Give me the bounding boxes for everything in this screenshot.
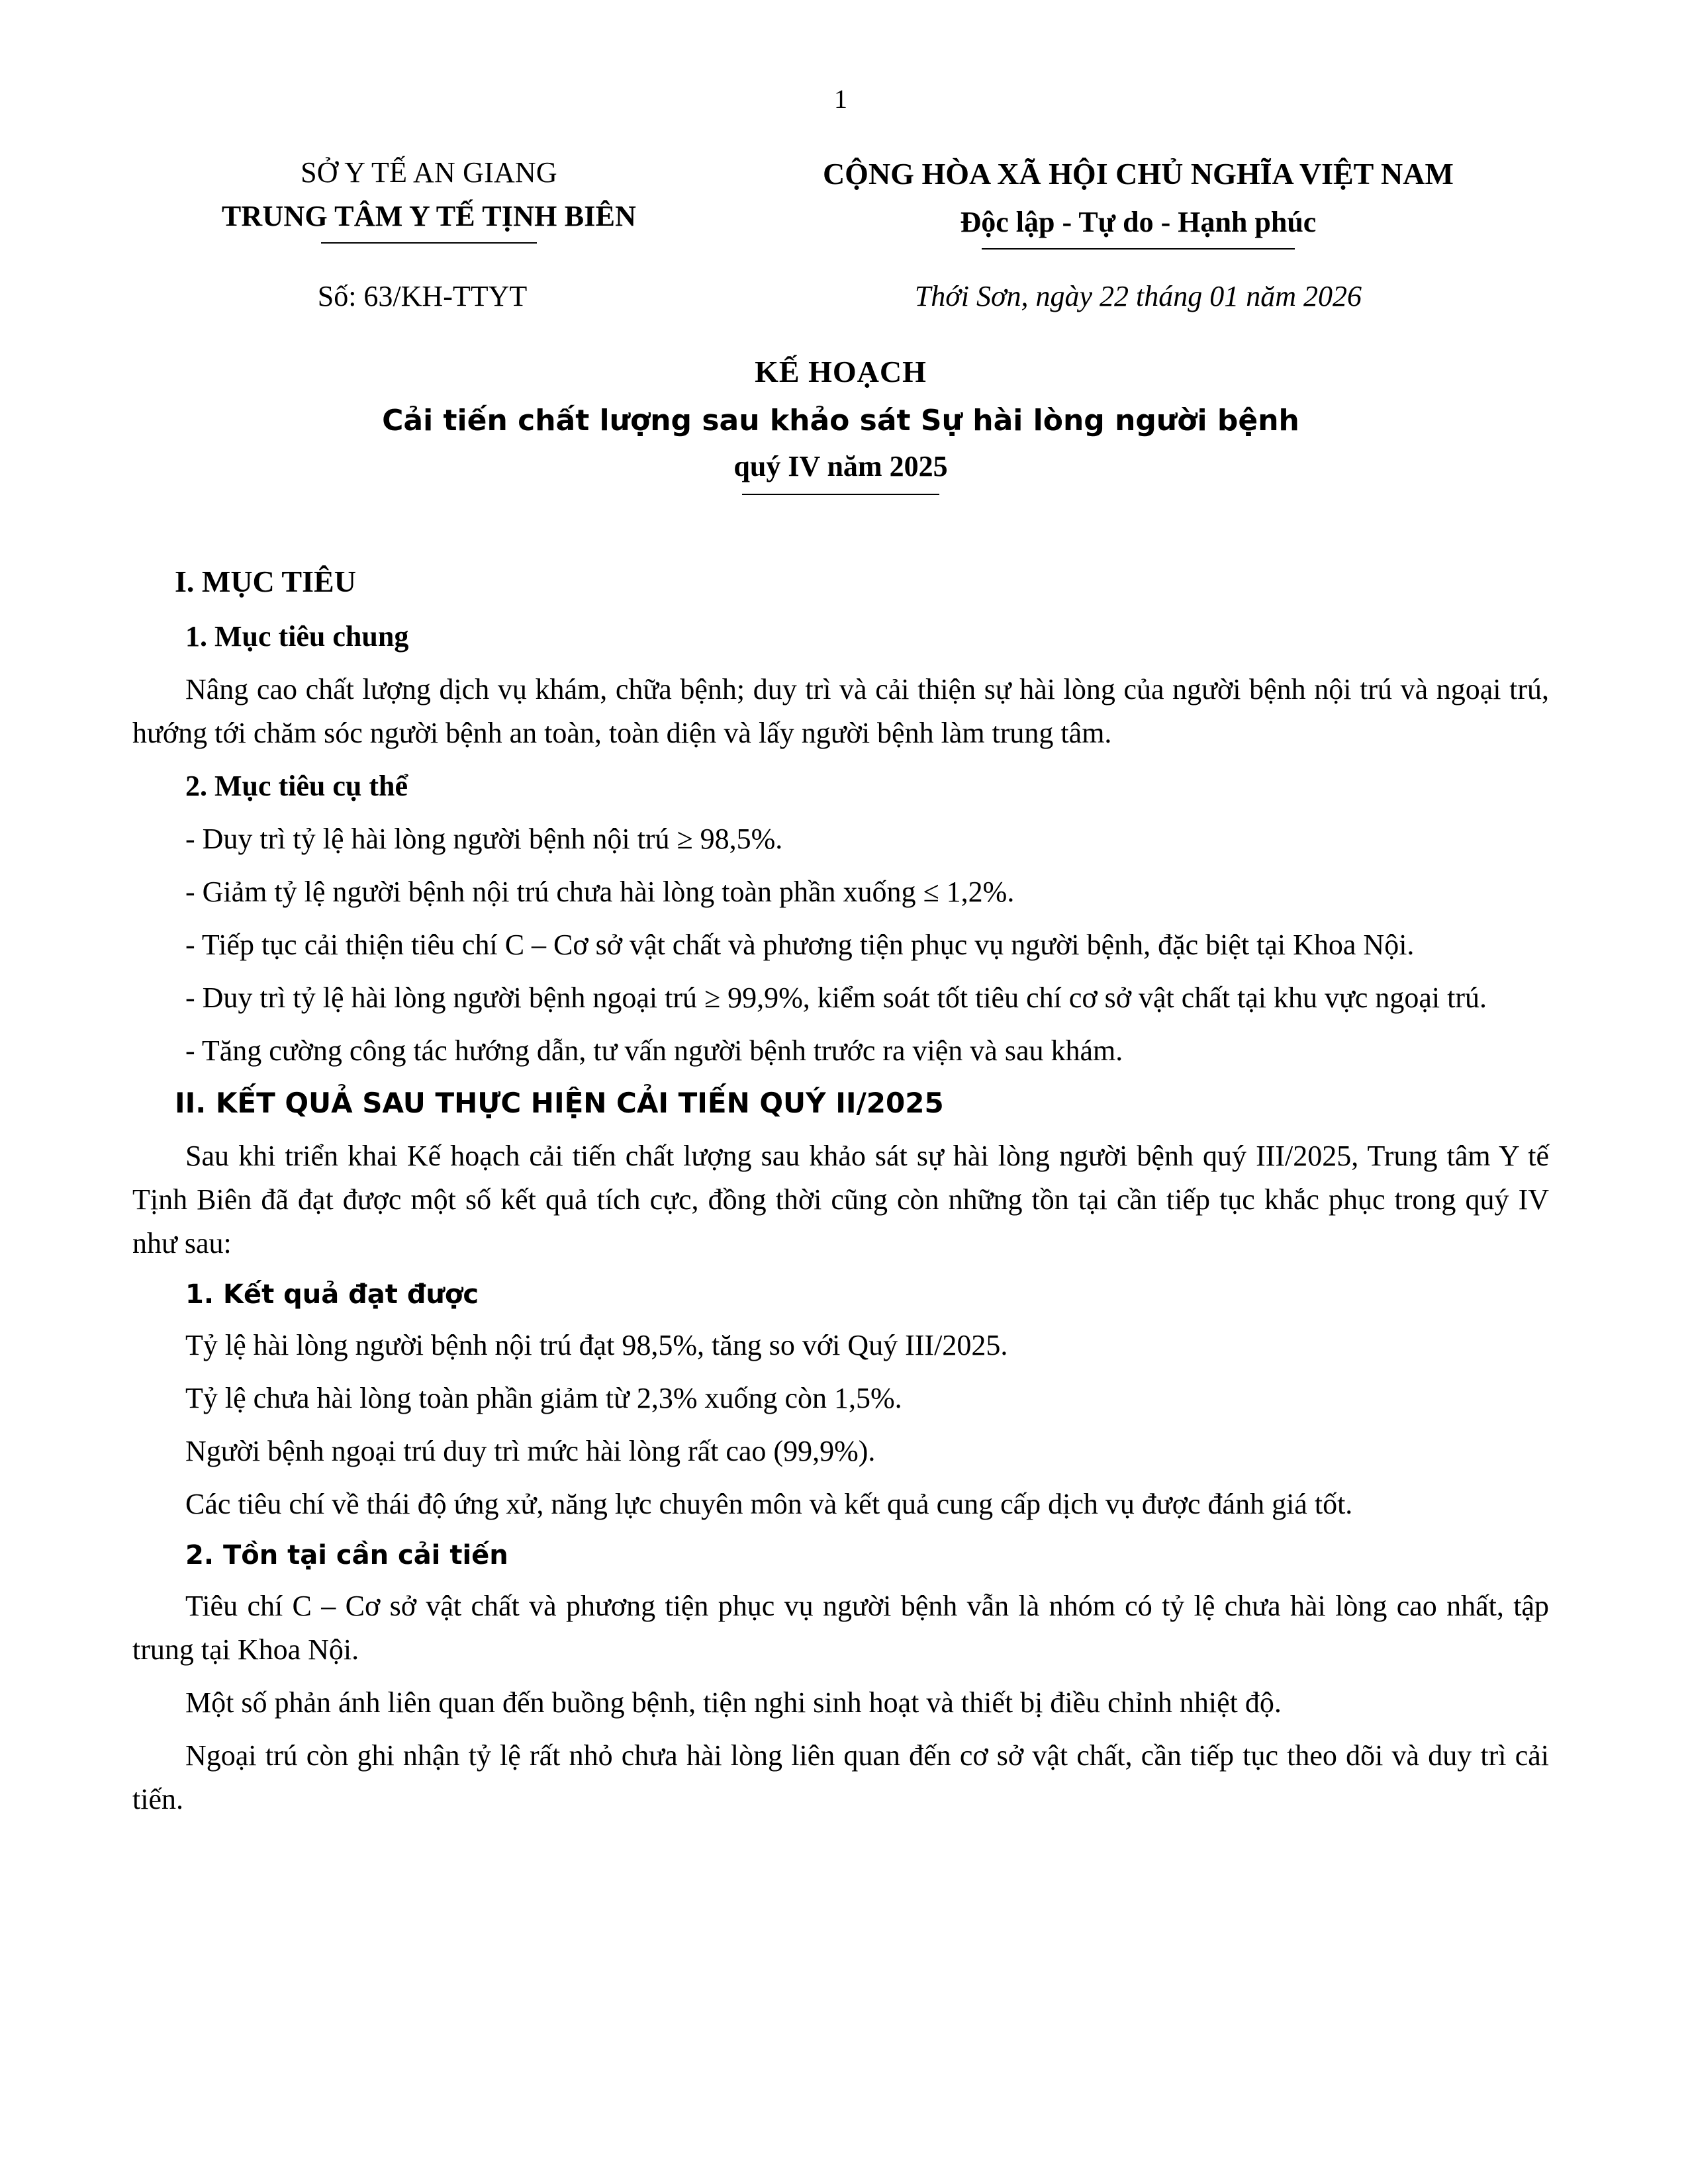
section-1-1-paragraph: Nâng cao chất lượng dịch vụ khám, chữa bệnh; duy trì và cải thiện sự hài lòng của người bệnh nội trú và ngoại trú, hướng tới chăm sóc người bệnh an toàn, toàn diện và lấy người bệnh làm trung tâm.	[132, 672, 1549, 749]
national-motto: Độc lập - Tự do - Hạnh phúc	[960, 201, 1316, 248]
document-header	[132, 151, 1549, 248]
section-1-heading: I. MỤC TIÊU	[175, 564, 356, 598]
objective-item: - Duy trì tỷ lệ hài lòng người bệnh ngoại trú ≥ 99,9%, kiểm soát tốt tiêu chí cơ sở vật chất tại khu vực ngoại trú.	[185, 981, 1487, 1014]
result-item: Tỷ lệ hài lòng người bệnh nội trú đạt 98,5%, tăng so với Quý III/2025.	[185, 1328, 1008, 1361]
department-name: SỞ Y TẾ AN GIANG	[301, 156, 557, 189]
document-number: Số: 63/KH-TTYT	[317, 280, 528, 312]
document-subtitle: Cải tiến chất lượng sau khảo sát Sự hài lòng người bệnh	[382, 404, 1299, 437]
result-item: Tỷ lệ chưa hài lòng toàn phần giảm từ 2,3% xuống còn 1,5%.	[185, 1381, 902, 1414]
issue-item: Ngoại trú còn ghi nhận tỷ lệ rất nhỏ chưa hài lòng liên quan đến cơ sở vật chất, cần tiếp tục theo dõi và duy trì cải tiến.	[132, 1739, 1549, 1815]
result-item: Người bệnh ngoại trú duy trì mức hài lòng rất cao (99,9%).	[185, 1434, 876, 1467]
page-number: 1	[834, 84, 847, 114]
section-2-intro: Sau khi triển khai Kế hoạch cải tiến chất lượng sau khảo sát sự hài lòng người bệnh quý III/2025, Trung tâm Y tế Tịnh Biên đã đạt được một số kết quả tích cực, đồng thời cũng còn những tồn tại cần tiếp tục khắc phục trong quý IV như sau:	[132, 1139, 1549, 1259]
objective-item: - Giảm tỷ lệ người bệnh nội trú chưa hài lòng toàn phần xuống ≤ 1,2%.	[185, 875, 1015, 908]
document-body	[132, 559, 1549, 1821]
document-subheader	[132, 275, 1549, 318]
header-right-block	[727, 151, 1549, 248]
issue-item: Một số phản ánh liên quan đến buồng bệnh, tiện nghi sinh hoạt và thiết bị điều chỉnh nhiệt độ.	[185, 1686, 1282, 1719]
objective-item: - Tiếp tục cải thiện tiêu chí C – Cơ sở vật chất và phương tiện phục vụ người bệnh, đặc biệt tại Khoa Nội.	[185, 928, 1415, 961]
result-item: Các tiêu chí về thái độ ứng xử, năng lực chuyên môn và kết quả cung cấp dịch vụ được đánh giá tốt.	[185, 1487, 1353, 1520]
section-1-1-heading: 1. Mục tiêu chung	[185, 619, 409, 653]
center-name: TRUNG TÂM Y TẾ TỊNH BIÊN	[222, 195, 636, 241]
objective-item: - Tăng cường công tác hướng dẫn, tư vấn người bệnh trước ra viện và sau khám.	[185, 1034, 1123, 1067]
section-2-1-heading: 1. Kết quả đạt được	[185, 1279, 479, 1310]
section-2-heading: II. KẾT QUẢ SAU THỰC HIỆN CẢI TIẾN QUÝ II/2025	[175, 1086, 944, 1119]
place-and-date: Thới Sơn, ngày 22 tháng 01 năm 2026	[914, 280, 1362, 312]
section-2-2-heading: 2. Tồn tại cần cải tiến	[185, 1539, 508, 1570]
title-block	[132, 349, 1549, 495]
header-left-block	[132, 151, 712, 241]
document-period: quý IV năm 2025	[733, 445, 947, 495]
objective-item: - Duy trì tỷ lệ hài lòng người bệnh nội trú ≥ 98,5%.	[185, 822, 783, 855]
document-title: KẾ HOẠCH	[755, 355, 927, 388]
national-title: CỘNG HÒA XÃ HỘI CHỦ NGHĨA VIỆT NAM	[822, 157, 1454, 191]
issue-item: Tiêu chí C – Cơ sở vật chất và phương tiện phục vụ người bệnh vẫn là nhóm có tỷ lệ chưa hài lòng cao nhất, tập trung tại Khoa Nội.	[132, 1589, 1549, 1666]
section-1-2-heading: 2. Mục tiêu cụ thể	[185, 769, 408, 802]
